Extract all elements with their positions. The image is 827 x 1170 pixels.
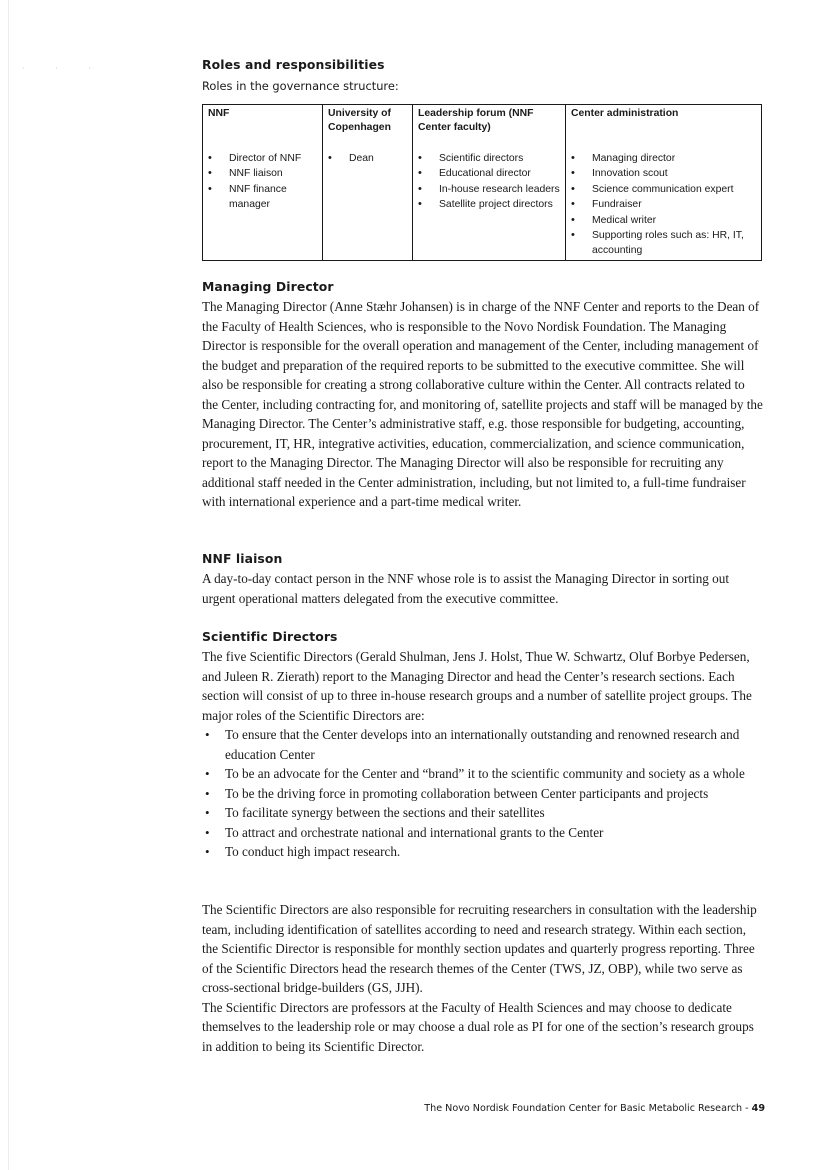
list-item: • To conduct high impact research. (202, 842, 764, 862)
list-item: • Dean (328, 151, 408, 166)
list-item: • Director of NNF (208, 151, 318, 166)
managing-director-heading: Managing Director (202, 279, 334, 294)
scientific-directors-paragraph-2: The Scientific Directors are also responsible for recruiting researchers in consultation with the leadership team, including identification of satellites according to need and research strategy. Within each section, the Scientific Director is responsible for monthly section updates and quarterly progress reporting. Three of the Scientific Directors head the research themes of the Center (TWS, JZ, OBP), while two serve as cross-sectional bridge-builders (GS, JJH). (202, 902, 757, 995)
list-item: • Supporting roles such as: HR, IT, accounting (571, 228, 757, 259)
roles-heading: Roles and responsibilities (202, 57, 385, 72)
header-center-administration: Center administration (566, 105, 762, 148)
margin-marks: · · · (22, 64, 105, 73)
list-item: • To be the driving force in promoting collaboration between Center participants and projects (202, 784, 764, 804)
managing-director-body: The Managing Director (Anne Stæhr Johansen) is in charge of the NNF Center and reports to the Dean of the Faculty of Health Sciences, who is responsible to the Novo Nordisk Foundation. The Managing Director is responsible for the overall operation and management of the Center, including management of the budget and preparation of the required reports to be submitted to the executive committee. She will also be responsible for creating a strong collaborative culture within the Center. All contracts related to the Center, including contracting for, and monitoring of, satellite projects and staff will be managed by the Managing Director. The Center’s administrative staff, e.g. those responsible for budgeting, accounting, procurement, IT, HR, integrative activities, education, commercialization, and science communication, report to the Managing Director. The Managing Director will also be responsible for recruiting any additional staff needed in the Center administration, including, but not limited to, a full-time fundraiser with international experience and a part-time medical writer. (202, 299, 763, 509)
scientific-directors-roles-list (202, 725, 764, 862)
list-item: • Fundraiser (571, 197, 757, 212)
scientific-directors-heading: Scientific Directors (202, 629, 338, 644)
scientific-directors-section (202, 629, 764, 862)
list-item: • To be an advocate for the Center and “brand” it to the scientific community and society as a whole (202, 764, 764, 784)
list-item: • Scientific directors (418, 151, 561, 166)
nnf-liaison-section (202, 551, 764, 608)
list-item: • In-house research leaders (418, 182, 561, 197)
list-item: • To ensure that the Center develops into an internationally outstanding and renowned research and education Center (202, 725, 764, 764)
scientific-directors-paragraph-3: The Scientific Directors are professors at the Faculty of Health Sciences and may choose to dedicate themselves to the leadership role or may choose a dual role as PI for one of the section’s research groups in addition to being its Scientific Director. (202, 999, 754, 1054)
governance-table (202, 104, 762, 261)
cell-nnf-roles (203, 147, 323, 260)
nnf-liaison-heading: NNF liaison (202, 551, 283, 566)
table-row (203, 147, 762, 260)
list-item: • Educational director (418, 166, 561, 181)
scientific-directors-intro: The five Scientific Directors (Gerald Shulman, Jens J. Holst, Thue W. Schwartz, Oluf Borbye Pedersen, and Juleen R. Zierath) report to the Managing Director and head the Center’s research sections. Each section will consist of up to three in-house research groups and a number of satellite project groups. The major roles of the Scientific Directors are: (202, 649, 752, 723)
cell-administration-roles (566, 147, 762, 260)
page-margin-line (8, 0, 9, 1170)
cell-leadership-roles (413, 147, 566, 260)
nnf-liaison-body: A day-to-day contact person in the NNF whose role is to assist the Managing Director in sorting out urgent operational matters delegated from the executive committee. (202, 571, 730, 606)
list-item: • NNF liaison (208, 166, 318, 181)
scientific-directors-continued (202, 900, 764, 1056)
list-item: • Innovation scout (571, 166, 757, 181)
list-item: • To facilitate synergy between the sections and their satellites (202, 803, 764, 823)
list-item: • Medical writer (571, 213, 757, 228)
list-item: • Science communication expert (571, 182, 757, 197)
header-nnf: NNF (203, 105, 323, 148)
list-item: • Satellite project directors (418, 197, 561, 212)
list-item: • Managing director (571, 151, 757, 166)
footer-text: The Novo Nordisk Foundation Center for Basic Metabolic Research - (424, 1103, 749, 1114)
list-item: • NNF finance manager (208, 182, 318, 213)
cell-university-roles (323, 147, 413, 260)
header-leadership-forum: Leadership forum (NNF Center faculty) (413, 105, 566, 148)
page-footer (424, 1103, 765, 1114)
table-header-row (203, 105, 762, 148)
header-university: University of Copenhagen (323, 105, 413, 148)
roles-intro: Roles in the governance structure: (202, 79, 399, 93)
list-item: • To attract and orchestrate national and international grants to the Center (202, 823, 764, 843)
page-number: 49 (751, 1103, 765, 1114)
managing-director-section (202, 279, 764, 512)
